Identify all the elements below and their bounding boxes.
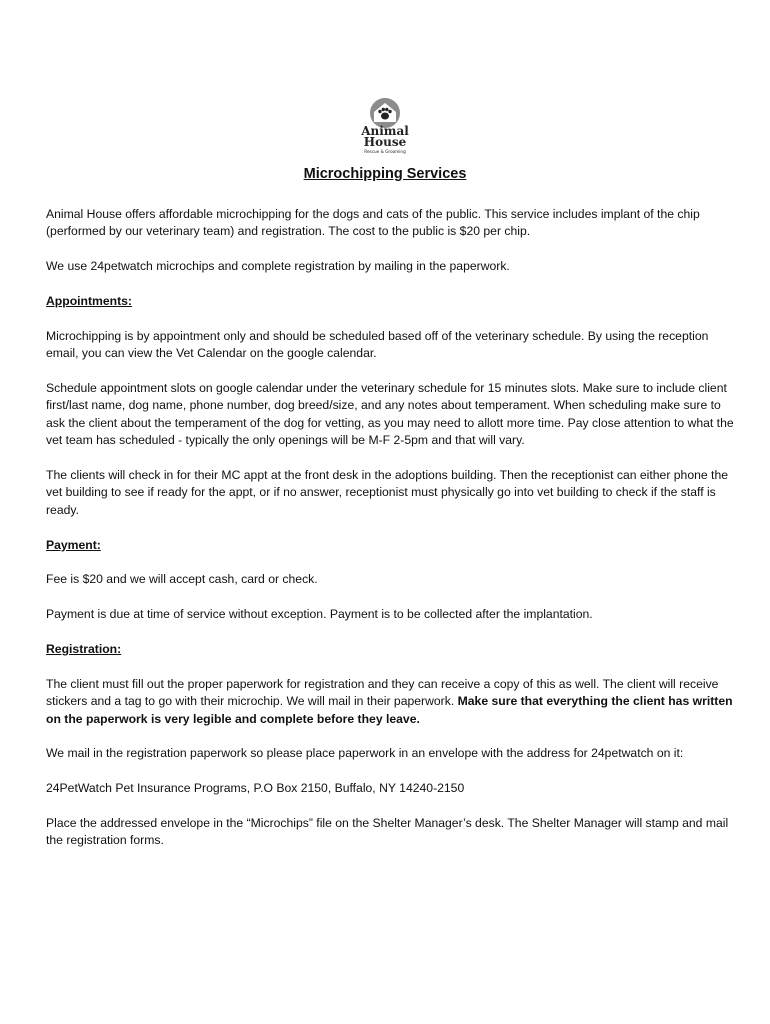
animal-house-logo [350,96,420,156]
registration-bold-note: Make sure that everything the client has written on the paperwork is very legible and complete before they leave. [46,694,733,726]
appointments-paragraph-2: Schedule appointment slots on google calendar under the veterinary schedule for 15 minutes slots. Make sure to include client first/last name, dog name, phone number, dog breed/size, and any notes about temperament. When scheduling make sure to ask the client about the temperament of the dog for vetting, as you may need to allott more time. Pay close attention to what the vet team has scheduled - typically the only openings will be M-F 2-5pm and that will vary. [46,381,734,448]
appointments-paragraph-3: The clients will check in for their MC appt at the front desk in the adoptions building. Then the receptionist can either phone the vet building to see if ready for the appt, or if no answer, receptionist must physically go into vet building to check if the staff is ready. [46,468,728,517]
intro-paragraph-1: Animal House offers affordable microchipping for the dogs and cats of the public. This service includes implant of the chip (performed by our veterinary team) and registration. The cost to the public is $20 per chip. [46,207,700,239]
page-title: Microchipping Services [303,166,467,182]
intro-paragraph-2: We use 24petwatch microchips and complete registration by mailing in the paperwork. [46,259,510,274]
payment-paragraph-1: Fee is $20 and we will accept cash, card or check. [46,572,318,587]
appointments-heading: Appointments: [46,294,132,308]
payment-paragraph-2: Payment is due at time of service without exception. Payment is to be collected after the implantation. [46,607,593,622]
payment-heading: Payment: [46,537,101,552]
logo-tagline: Rescue & Grooming [364,149,406,154]
mailing-address: 24PetWatch Pet Insurance Programs, P.O Box 2150, Buffalo, NY 14240-2150 [46,781,465,796]
registration-text: The client must fill out the proper paperwork for registration and they can receive a copy of this as well. The client will receive stickers and a tag to go with their microchip. We will mail in their paperwork. [46,676,719,709]
document-body [46,206,736,867]
registration-paragraph-1 [46,676,736,728]
registration-paragraph-3: Place the addressed envelope in the “Microchips” file on the Shelter Manager’s desk. The Shelter Manager will stamp and mail the registration forms. [46,816,729,848]
registration-paragraph-2: We mail in the registration paperwork so please place paperwork in an envelope with the address for 24petwatch on it: [46,746,684,761]
paw-icon [350,96,420,156]
logo-line-2: House [363,135,407,149]
registration-heading: Registration: [46,642,122,657]
appointments-paragraph-1: Microchipping is by appointment only and should be scheduled based off of the veterinary schedule. By using the reception email, you can view the Vet Calendar on the google calendar. [46,328,709,361]
logo-line-1: Animal [361,124,409,138]
